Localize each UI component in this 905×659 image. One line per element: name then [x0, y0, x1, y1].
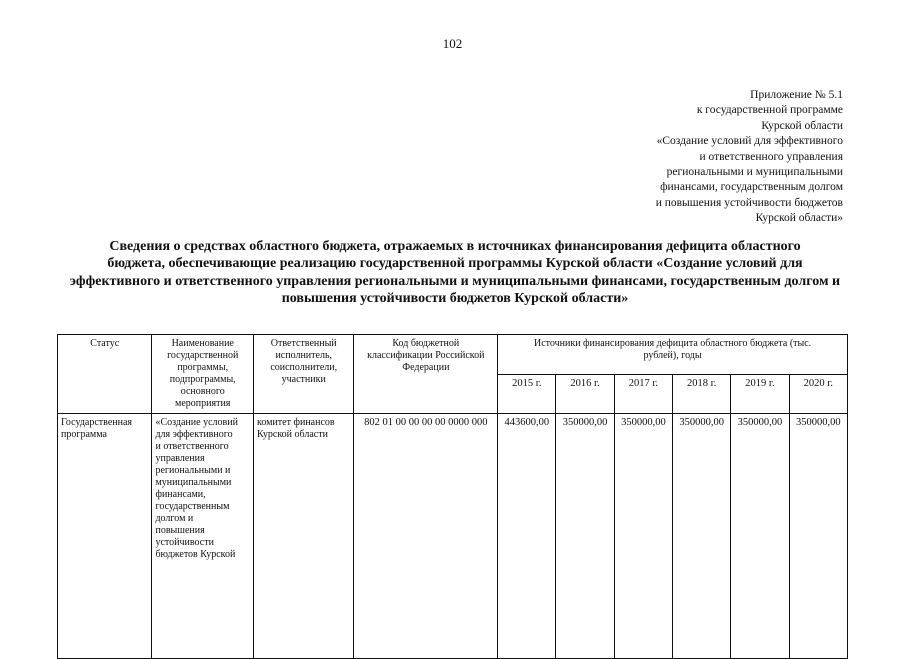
cell-executor — [253, 414, 354, 659]
document-title — [40, 238, 870, 307]
year-header: 2017 г. — [614, 375, 672, 414]
title-line: Сведения о средствах областного бюджета, отражаемых в источниках финансирования дефицита областного — [109, 239, 801, 254]
year-header: 2015 г. — [498, 375, 556, 414]
year-header: 2016 г. — [556, 375, 614, 414]
cell-text: программа — [61, 429, 107, 440]
header-text: государственной — [167, 350, 239, 361]
appendix-line: Курской области — [761, 119, 843, 132]
cell-text: долгом и — [155, 513, 194, 524]
budget-sources-table — [57, 334, 848, 659]
year-header: 2020 г. — [789, 375, 847, 414]
header-text: Наименование — [171, 338, 234, 349]
header-text: классификации Российской — [367, 350, 485, 361]
header-text: соисполнители, — [270, 362, 338, 373]
header-text: Ответственный — [270, 338, 337, 349]
cell-value-2019: 350000,00 — [731, 414, 789, 659]
title-line: бюджета, обеспечивающие реализацию государственной программы Курской области «Создание условий для — [107, 256, 803, 272]
cell-text: «Создание условий — [155, 417, 238, 428]
cell-code: 802 01 00 00 00 00 0000 000 — [354, 414, 498, 659]
page-number: 102 — [442, 36, 463, 51]
header-text: участники — [281, 374, 326, 385]
cell-text: для эффективного — [155, 429, 233, 440]
appendix-line: и ответственного управления — [699, 150, 843, 163]
cell-text: и ответственного — [155, 441, 229, 452]
appendix-line: и повышения устойчивости бюджетов — [655, 196, 843, 209]
header-text: подпрограммы, — [169, 374, 236, 385]
cell-text: финансами, — [155, 489, 206, 500]
cell-text: муниципальными — [155, 477, 232, 488]
appendix-line: «Создание условий для эффективного — [656, 135, 843, 148]
cell-text: Курской области — [256, 429, 328, 440]
cell-value-2018: 350000,00 — [673, 414, 731, 659]
cell-text: управления — [155, 453, 205, 464]
appendix-line: к государственной программе — [696, 104, 843, 117]
header-sources — [498, 335, 848, 375]
header-text: исполнитель, — [275, 350, 332, 361]
header-text: мероприятия — [175, 398, 231, 409]
appendix-line: Приложение № 5.1 — [750, 89, 843, 101]
header-text: Код бюджетной — [392, 338, 460, 349]
appendix-line: Курской области» — [755, 212, 843, 225]
appendix-line: региональными и муниципальными — [666, 166, 843, 179]
header-text: программы, — [177, 362, 229, 373]
cell-status — [58, 414, 152, 659]
header-status: Статус — [58, 335, 152, 414]
table-row — [58, 414, 848, 659]
cell-name — [152, 414, 254, 659]
cell-value-2017: 350000,00 — [614, 414, 672, 659]
cell-text: бюджетов Курской — [155, 549, 236, 560]
header-name — [152, 335, 254, 414]
cell-text: государственным — [155, 501, 230, 512]
header-text: Федерации — [402, 362, 450, 373]
cell-value-2020: 350000,00 — [789, 414, 847, 659]
title-line: эффективного и ответственного управления региональными и муниципальными финансами, государственным долгом и — [69, 273, 841, 289]
header-row — [58, 335, 848, 375]
header-code — [354, 335, 498, 414]
cell-text: Государственная — [61, 417, 133, 428]
cell-text: повышения — [155, 525, 205, 536]
cell-text: устойчивости — [155, 537, 214, 548]
year-header: 2019 г. — [731, 375, 789, 414]
year-header: 2018 г. — [673, 375, 731, 414]
appendix-line: финансами, государственным долгом — [660, 181, 843, 194]
header-text: рублей), годы — [643, 350, 702, 361]
appendix-note — [543, 88, 843, 227]
cell-text: региональными и — [155, 465, 231, 476]
cell-text: комитет финансов — [256, 417, 335, 428]
header-executor — [253, 335, 354, 414]
cell-value-2015: 443600,00 — [498, 414, 556, 659]
cell-value-2016: 350000,00 — [556, 414, 614, 659]
title-line: повышения устойчивости бюджетов Курской области» — [281, 290, 629, 306]
header-text: Источники финансирования дефицита областного бюджета (тыс. — [533, 338, 812, 349]
header-text: основного — [180, 386, 225, 397]
